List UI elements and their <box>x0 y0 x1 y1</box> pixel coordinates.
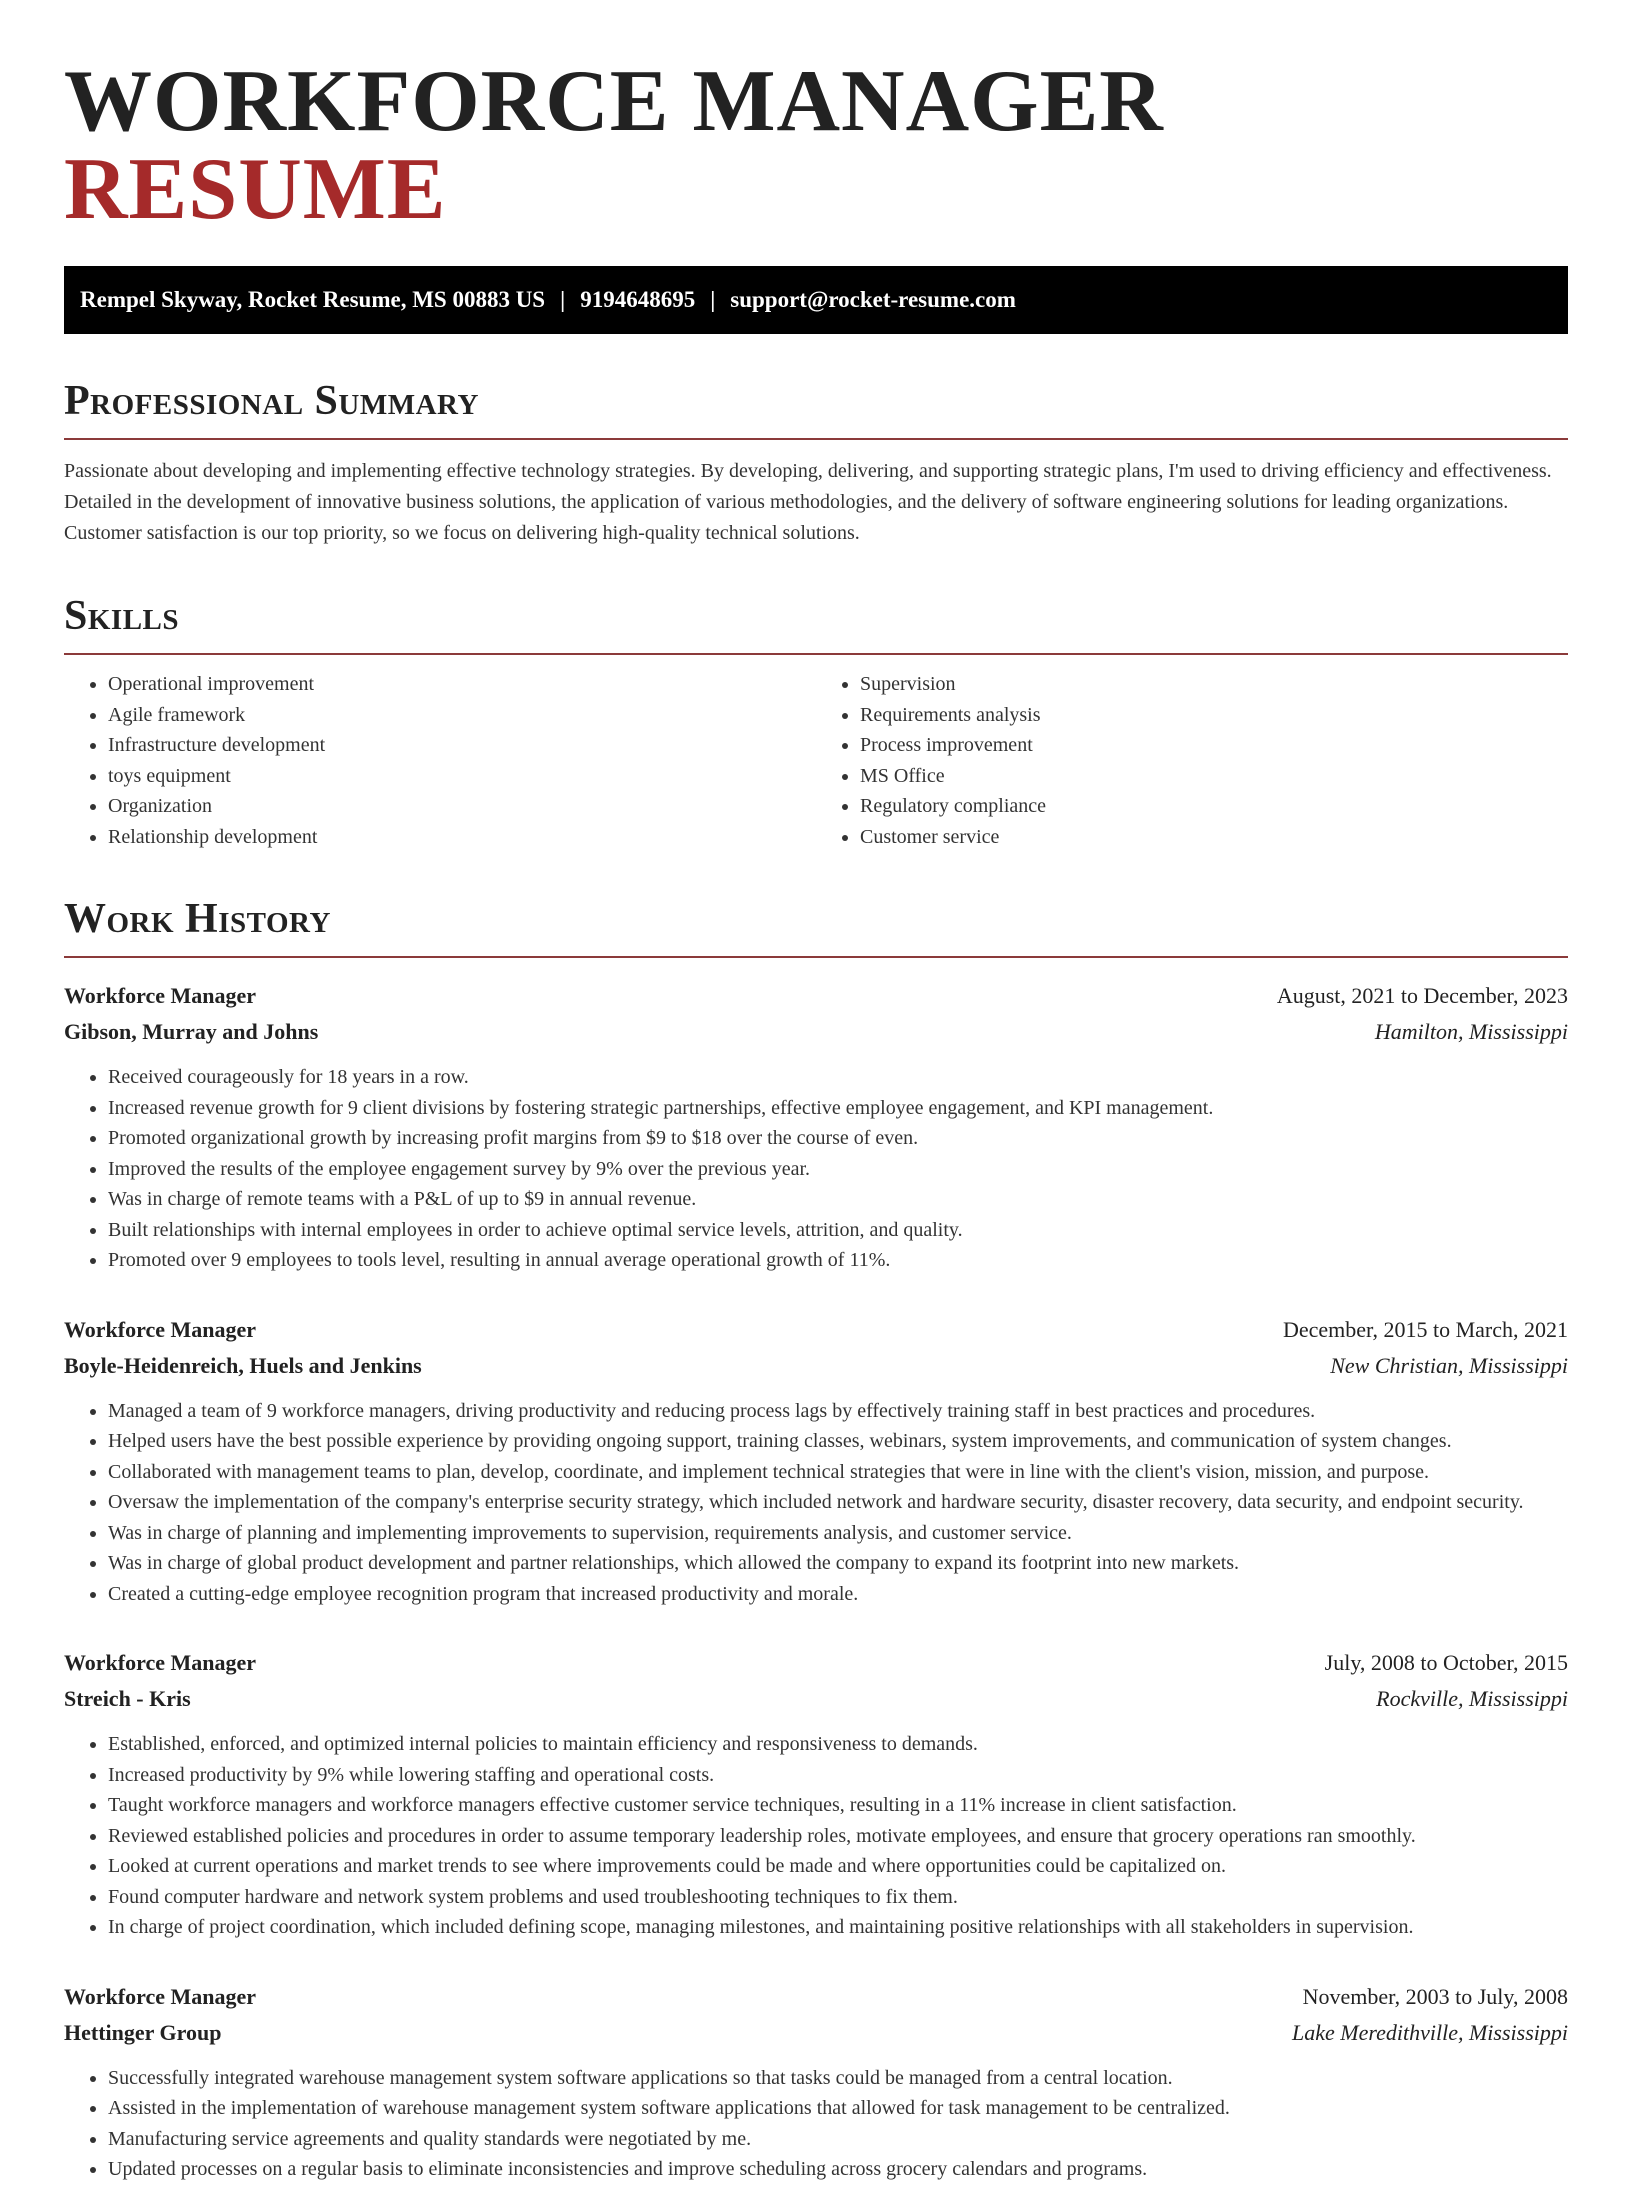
skill-item: • Regulatory compliance <box>860 791 1568 822</box>
skill-item: • Requirements analysis <box>860 700 1568 731</box>
job-title: Workforce Manager <box>64 983 257 1008</box>
contact-address: Rempel Skyway, Rocket Resume, MS 00883 US <box>80 287 546 312</box>
job-bullet: • Improved the results of the employee engagement survey by 9% over the previous year. <box>108 1154 1568 1185</box>
job-bullet: • Looked at current operations and market trends to see where improvements could be made and where opportunities could be capitalized on. <box>108 1851 1568 1882</box>
title-accent: RESUME <box>64 141 447 238</box>
job-bullet: • Found computer hardware and network system problems and used troubleshooting techniques to fix them. <box>108 1882 1568 1913</box>
job-bullet: • Promoted over 9 employees to tools level, resulting in annual average operational growth of 11%. <box>108 1245 1568 1276</box>
job-company: Boyle-Heidenreich, Huels and Jenkins <box>64 1352 422 1378</box>
skill-item: • Relationship development <box>108 822 816 853</box>
job-company: Hettinger Group <box>64 2019 222 2045</box>
job-entry <box>64 978 1568 1276</box>
skill-item: • Infrastructure development <box>108 730 816 761</box>
job-bullet: • Established, enforced, and optimized internal policies to maintain efficiency and responsiveness to demands. <box>108 1729 1568 1760</box>
job-bullets <box>64 1396 1568 1610</box>
skills-column-left <box>64 669 816 852</box>
job-bullet: • In charge of project coordination, which included defining scope, managing milestones, and maintaining positive relationships with all stakeholders in supervision. <box>108 1912 1568 1943</box>
job-bullet: • Helped users have the best possible experience by providing ongoing support, training classes, webinars, system improvements, and communication of system changes. <box>108 1426 1568 1457</box>
job-bullet: • Successfully integrated warehouse management system software applications so that tasks could be managed from a central location. <box>108 2063 1568 2094</box>
skill-item: • MS Office <box>860 761 1568 792</box>
job-title: Workforce Manager <box>64 1316 257 1342</box>
summary-text: Passionate about developing and implementing effective technology strategies. By developing, delivering, and supporting strategic plans, I'm used to driving efficiency and effectiveness. Detailed in the development of innovative business solutions, the application of various methodologies, and the delivery of software engineering solutions for leading organizations. Customer satisfaction is our top priority, so we focus on delivering high-quality technical solutions. <box>64 460 1552 544</box>
contact-bar <box>64 266 1568 334</box>
job-bullet: • Increased revenue growth for 9 client divisions by fostering strategic partnerships, effective employee engagement, and KPI management. <box>108 1093 1568 1124</box>
job-bullet: • Oversaw the implementation of the company's enterprise security strategy, which included network and hardware security, disaster recovery, data security, and endpoint security. <box>108 1487 1568 1518</box>
job-title: Workforce Manager <box>64 1650 257 1675</box>
job-bullet: • Reviewed established policies and procedures in order to assume temporary leadership roles, motivate employees, and ensure that grocery operations ran smoothly. <box>108 1821 1568 1852</box>
job-dates: July, 2008 to October, 2015 <box>1324 1650 1568 1675</box>
job-bullet: • Manufacturing service agreements and quality standards were negotiated by me. <box>108 2124 1568 2155</box>
job-bullets <box>64 1062 1568 1276</box>
job-bullet: • Built relationships with internal employees in order to achieve optimal service levels, attrition, and quality. <box>108 1215 1568 1246</box>
job-bullet: • Was in charge of global product development and partner relationships, which allowed the company to expand its footprint into new markets. <box>108 1548 1568 1579</box>
job-bullet: • Promoted organizational growth by increasing profit margins from $9 to $18 over the course of even. <box>108 1123 1568 1154</box>
title-main: WORKFORCE MANAGER <box>64 53 1164 150</box>
skill-item: • Agile framework <box>108 700 816 731</box>
job-dates: December, 2015 to March, 2021 <box>1282 1316 1568 1342</box>
job-bullets <box>64 1729 1568 1943</box>
job-bullet: • Created a cutting-edge employee recognition program that increased productivity and morale. <box>108 1579 1568 1610</box>
job-bullet: • Taught workforce managers and workforce managers effective customer service techniques, resulting in a 11% increase in client satisfaction. <box>108 1790 1568 1821</box>
skill-item: • Supervision <box>860 669 1568 700</box>
contact-email[interactable]: support@rocket-resume.com <box>730 287 1016 312</box>
job-dates: August, 2021 to December, 2023 <box>1276 983 1568 1008</box>
contact-phone[interactable]: 9194648695 <box>580 287 696 312</box>
skills-list <box>64 669 1568 852</box>
job-location: Lake Meredithville, Mississippi <box>1292 2019 1568 2045</box>
skills-heading: Skills <box>64 595 1568 655</box>
skill-item: • Customer service <box>860 822 1568 853</box>
job-bullet: • Managed a team of 9 workforce managers, driving productivity and reducing process lags by effectively training staff in best practices and procedures. <box>108 1396 1568 1427</box>
job-title: Workforce Manager <box>64 1983 257 2009</box>
job-bullet: • Assisted in the implementation of warehouse management system software applications that allowed for task management to be centralized. <box>108 2093 1568 2124</box>
job-bullet: • Updated processes on a regular basis to eliminate inconsistencies and improve scheduling across grocery calendars and programs. <box>108 2154 1568 2185</box>
job-company: Gibson, Murray and Johns <box>64 1019 319 1044</box>
contact-separator: | <box>710 287 716 312</box>
page-title <box>64 50 1568 238</box>
skill-item: • Operational improvement <box>108 669 816 700</box>
skill-item: • toys equipment <box>108 761 816 792</box>
summary-heading: Professional Summary <box>64 380 1568 440</box>
contact-separator: | <box>560 287 566 312</box>
job-location: Hamilton, Mississippi <box>1374 1019 1568 1044</box>
job-location: Rockville, Mississippi <box>1376 1686 1568 1711</box>
job-bullets <box>64 2063 1568 2185</box>
job-bullet: • Was in charge of planning and implementing improvements to supervision, requirements analysis, and customer service. <box>108 1518 1568 1549</box>
job-bullet: • Increased productivity by 9% while lowering staffing and operational costs. <box>108 1760 1568 1791</box>
job-location: New Christian, Mississippi <box>1330 1352 1568 1378</box>
job-entry <box>64 1645 1568 1943</box>
job-company: Streich - Kris <box>64 1686 191 1711</box>
job-bullet: • Received courageously for 18 years in a row. <box>108 1062 1568 1093</box>
skill-item: • Process improvement <box>860 730 1568 761</box>
job-entry <box>64 1312 1568 1610</box>
job-entry <box>64 1979 1568 2185</box>
job-bullet: • Collaborated with management teams to plan, develop, coordinate, and implement technical strategies that were in line with the client's vision, mission, and purpose. <box>108 1457 1568 1488</box>
job-dates: November, 2003 to July, 2008 <box>1302 1983 1568 2009</box>
skills-column-right <box>816 669 1568 852</box>
work-history-heading: Work History <box>64 898 1568 958</box>
skill-item: • Organization <box>108 791 816 822</box>
job-bullet: • Was in charge of remote teams with a P&L of up to $9 in annual revenue. <box>108 1184 1568 1215</box>
